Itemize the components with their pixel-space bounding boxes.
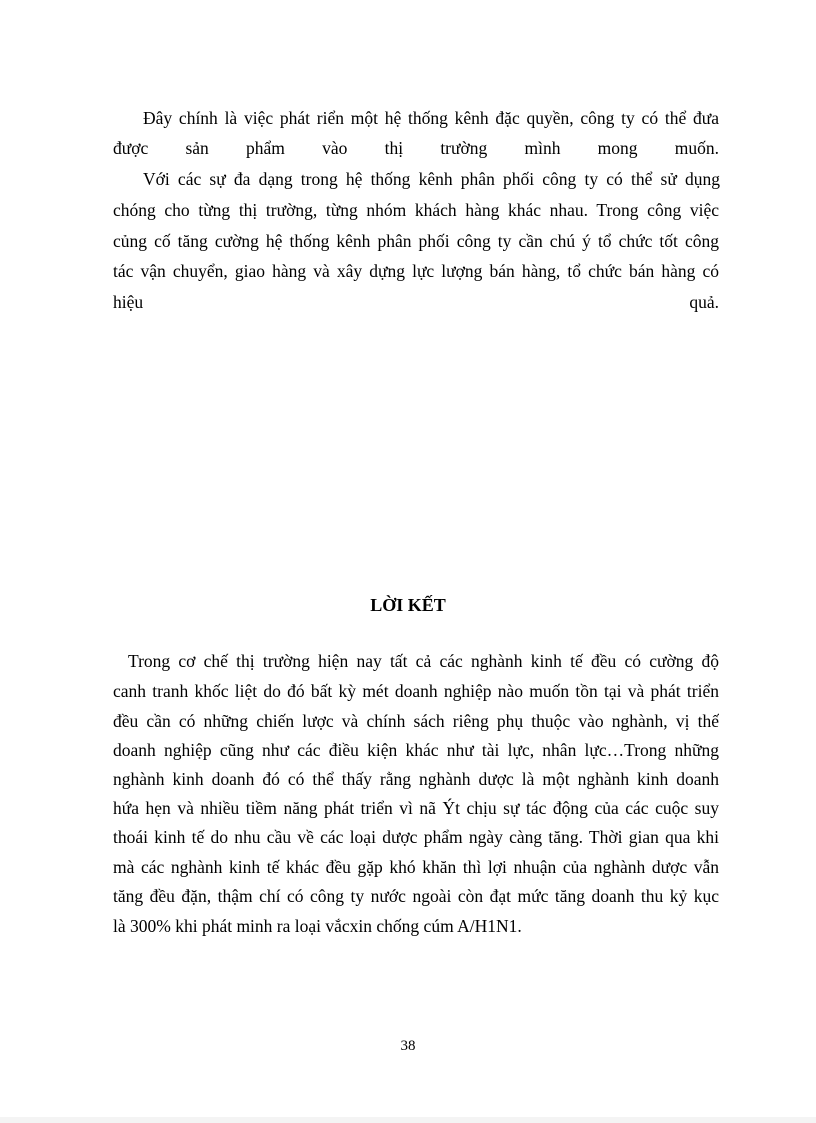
paragraph-line: mà các nghành kinh tế khác đều gặp khó khăn thì lợi nhuận của nghành dược vẫn (113, 857, 719, 877)
paragraph-line: Với các sự đa dạng trong hệ thống kênh phân phối công ty có thể sử dụng (143, 169, 720, 189)
paragraph-line: chóng cho từng thị trường, từng nhóm khách hàng khác nhau. Trong công việc (113, 200, 719, 220)
paragraph-line: là 300% khi phát minh ra loại vắcxin chống cúm A/H1N1. (113, 916, 522, 936)
paragraph-line: thoái kinh tế do nhu cầu về các loại dược phẩm ngày càng tăng. Thời gian qua khi (113, 827, 719, 847)
paragraph-line: hiệu quả. (113, 292, 719, 312)
paragraph-line: canh tranh khốc liệt do đó bất kỳ mét doanh nghiệp nào muốn tồn tại và phát triển (113, 681, 719, 701)
page-number: 38 (400, 1038, 416, 1054)
paragraph-line: đều cần có những chiến lược và chính sách riêng phụ thuộc vào nghành, vị thế (113, 711, 719, 731)
paragraph-line: được sản phẩm vào thị trường mình mong muốn. (113, 138, 719, 158)
paragraph-line: củng cố tăng cường hệ thống kênh phân phối công ty cần chú ý tổ chức tốt công (113, 231, 719, 251)
paragraph-line: tác vận chuyển, giao hàng và xây dựng lực lượng bán hàng, tổ chức bán hàng có (113, 261, 719, 281)
paragraph-line: doanh nghiệp cũng như các điều kiện khác như tài lực, nhân lực…Trong những (113, 740, 719, 760)
page-bottom-edge (0, 1117, 816, 1123)
section-heading: LỜI KẾT (370, 595, 446, 615)
paragraph-line: nghành kinh doanh đó có thể thấy rằng nghành dược là một nghành kinh doanh (113, 769, 719, 789)
paragraph-line: Đây chính là việc phát riển một hệ thống kênh đặc quyền, công ty có thể đưa (143, 108, 719, 128)
paragraph-line: Trong cơ chế thị trường hiện nay tất cả các nghành kinh tế đều có cường độ (128, 651, 719, 671)
paragraph-line: tăng đều đặn, thậm chí có công ty nước ngoài còn đạt mức tăng doanh thu kỷ kục (113, 886, 719, 906)
paragraph-line: hứa hẹn và nhiều tiềm năng phát triển vì nã Ýt chịu sự tác động của các cuộc suy (113, 798, 719, 818)
